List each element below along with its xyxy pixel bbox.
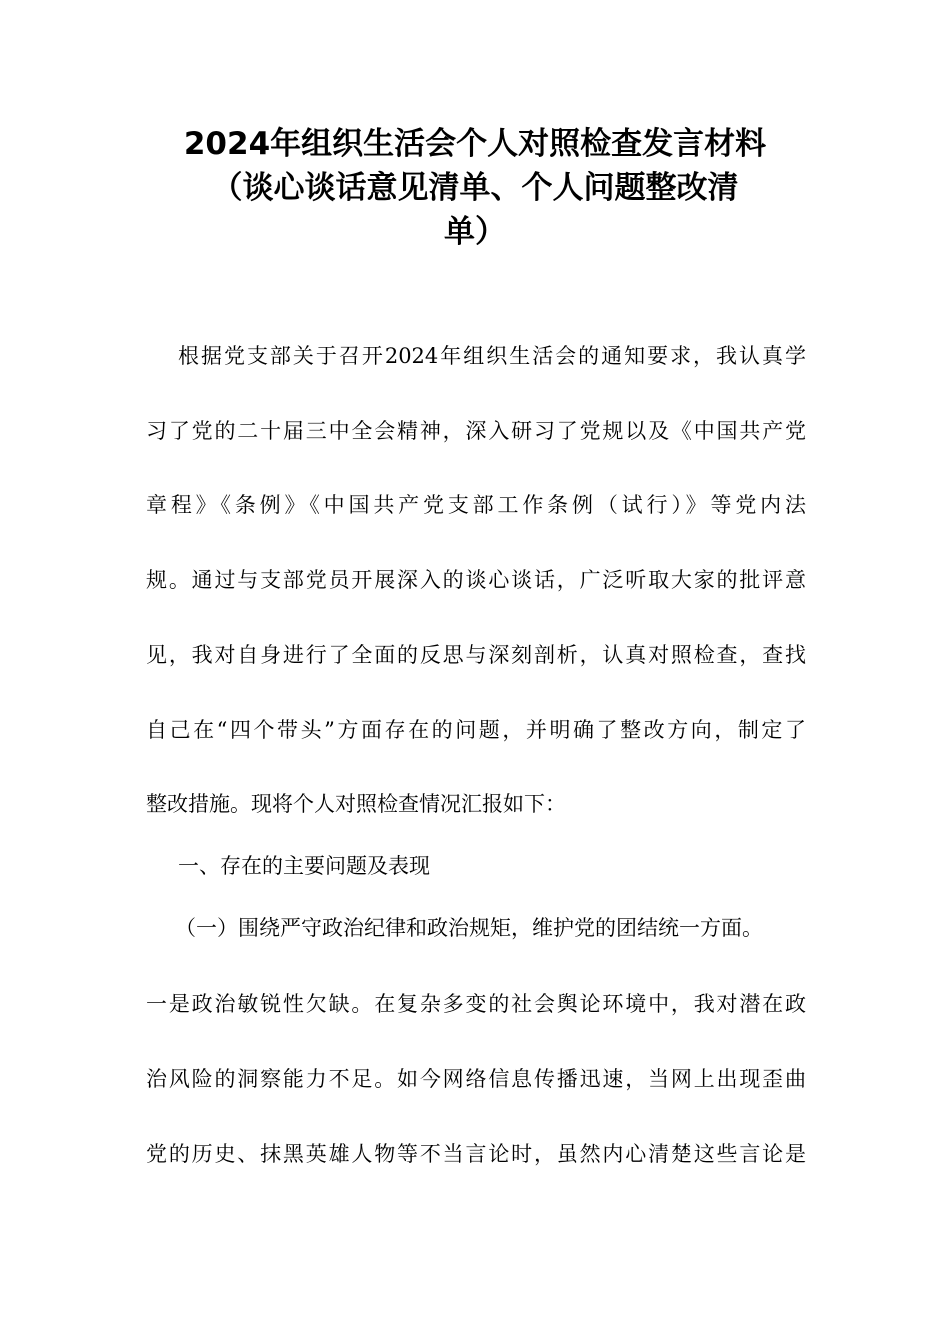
intro-line: 见，我对自身进行了全面的反思与深刻剖析，认真对照检查，查找	[146, 643, 806, 667]
document-title-line-3: 单）	[444, 214, 506, 250]
body-line: 治风险的洞察能力不足。如今网络信息传播迅速，当网上出现歪曲	[146, 1067, 806, 1091]
document-title-line-2: （谈心谈话意见清单、个人问题整改清	[211, 170, 739, 206]
document-title-line-1: 2024年组织生活会个人对照检查发言材料	[183, 126, 767, 162]
intro-line: 习了党的二十届三中全会精神，深入研习了党规以及《中国共产党	[146, 419, 806, 443]
section-subheading: （一）围绕严守政治纪律和政治规矩，维护党的团结统一方面。	[175, 916, 763, 940]
intro-line: 整改措施。现将个人对照检查情况汇报如下：	[146, 792, 566, 816]
section-heading: 一、存在的主要问题及表现	[178, 854, 430, 878]
intro-line: 根据党支部关于召开2024年组织生活会的通知要求，我认真学	[178, 344, 806, 368]
body-line: 党的历史、抹黑英雄人物等不当言论时，虽然内心清楚这些言论是	[146, 1142, 806, 1166]
intro-line: 自己在“四个带头”方面存在的问题，并明确了整改方向，制定了	[146, 718, 806, 742]
body-line: 一是政治敏锐性欠缺。在复杂多变的社会舆论环境中，我对潜在政	[146, 992, 806, 1016]
intro-line: 章程》《条例》《中国共产党支部工作条例（试行）》等党内法	[146, 493, 806, 517]
intro-line: 规。通过与支部党员开展深入的谈心谈话，广泛听取大家的批评意	[146, 568, 806, 592]
